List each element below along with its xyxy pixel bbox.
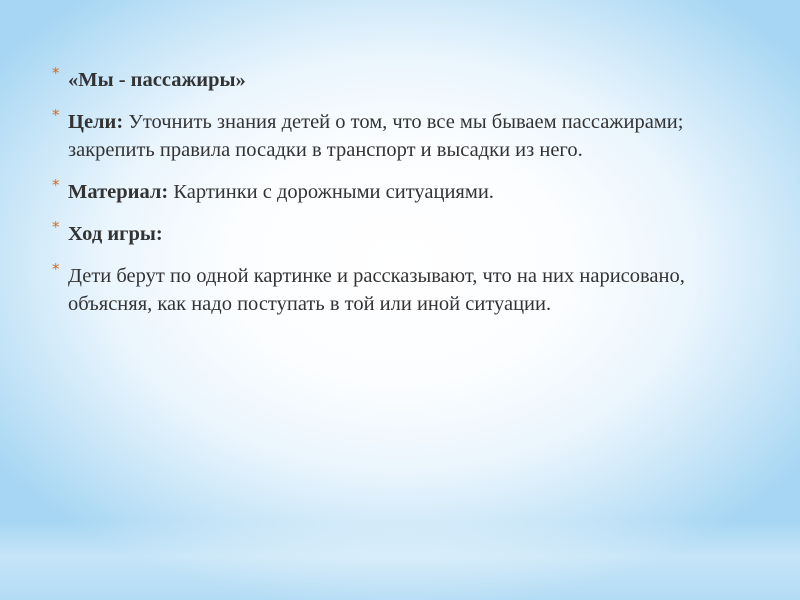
goals-label: Цели: [68, 111, 124, 133]
material-text: Картинки с дорожными ситуациями. [168, 181, 494, 203]
game-progress-label: Ход игры: [68, 223, 163, 245]
game-title: «Мы - пассажиры» [68, 69, 246, 91]
description-text: Дети берут по одной картинке и рассказывают, что на них нарисовано, объясняя, как надо поступать в той или иной ситуации. [68, 265, 685, 315]
bullet-list [52, 66, 752, 332]
bullet-asterisk-icon: * [52, 176, 60, 194]
bullet-asterisk-icon: * [52, 64, 60, 82]
list-item-goals [52, 108, 752, 164]
material-label: Материал: [68, 181, 169, 203]
goals-text: Уточнить знания детей о том, что все мы бываем пассажирами; закрепить правила посадки в транспорт и высадки из него. [68, 111, 684, 161]
bullet-asterisk-icon: * [52, 260, 60, 278]
background-band [0, 520, 800, 600]
list-item-game-title [52, 66, 752, 94]
list-item-description [52, 262, 752, 318]
list-item-game-progress [52, 220, 752, 248]
list-item-material [52, 178, 752, 206]
bullet-asterisk-icon: * [52, 218, 60, 236]
bullet-asterisk-icon: * [52, 106, 60, 124]
